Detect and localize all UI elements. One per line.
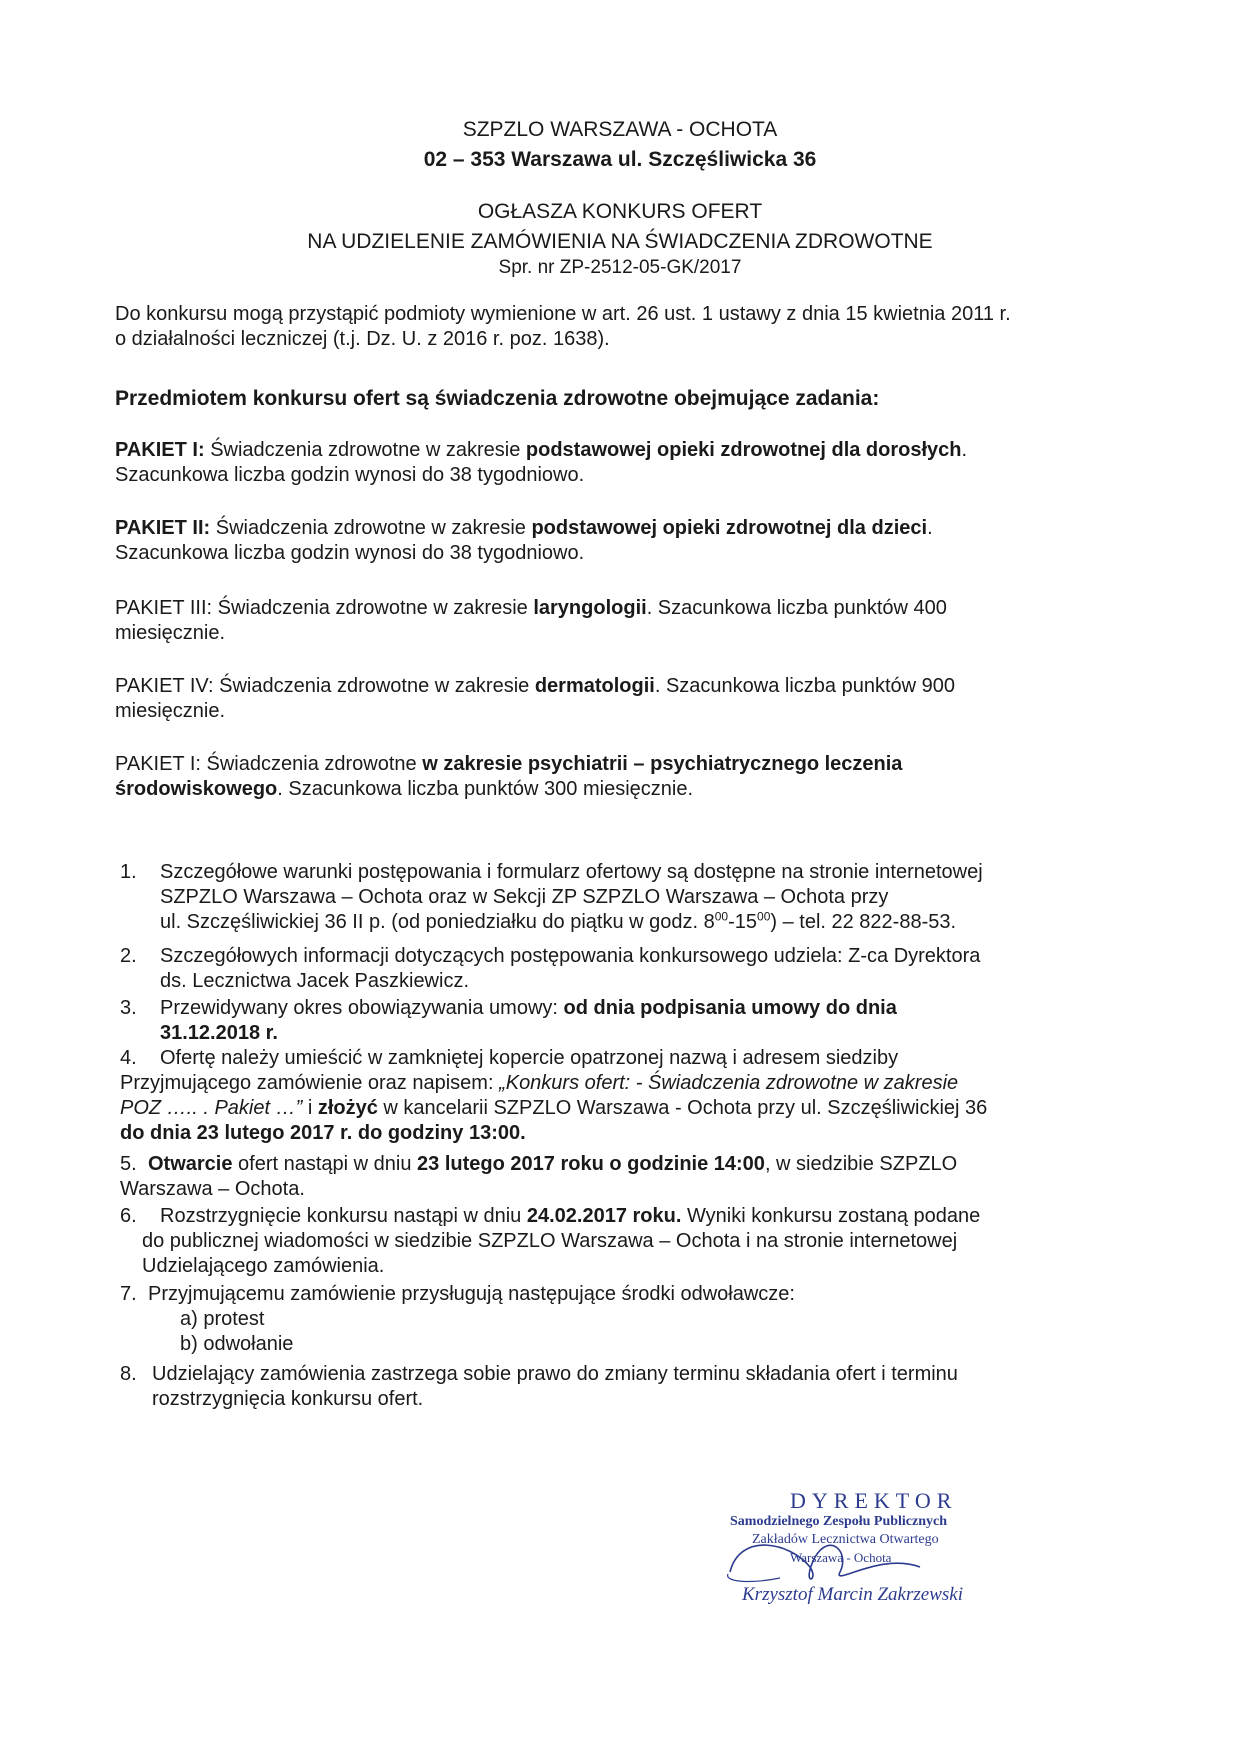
item-3: 3. Przewidywany okres obowiązywania umowy: od dnia podpisania umowy do dnia 31.12.2018 r.	[120, 997, 897, 1044]
item-7: 7. Przyjmującemu zamówienie przysługują następujące środki odwoławcze: a) protest b) odwołanie	[120, 1282, 1120, 1357]
option-a: a) protest	[180, 1308, 265, 1330]
item-1: 1. Szczegółowe warunki postępowania i formularz ofertowy są dostępne na stronie internetowej SZPZLO Warszawa – Ochota oraz w Sekcji ZP SZPZLO Warszawa – Ochota przy ul. Szczęśliwickiej 36 II p. (od poniedziałku do piątku w godz. $8^{00}-15^{00}$) – tel. 22 822-88-53.	[120, 861, 983, 933]
announce-line-1: OGŁASZA KONKURS OFERT	[477, 200, 763, 223]
item-2: 2. Szczegółowych informacji dotyczących postępowania konkursowego udziela: Z-ca Dyrektora ds. Lecznictwa Jacek Paszkiewicz.	[120, 945, 981, 992]
stamp-line-2: Zakładów Lecznictwa Otwartego	[752, 1532, 939, 1547]
stamp-line-3: Warszawa - Ochota	[790, 1550, 892, 1565]
package-5: PAKIET I: Świadczenia zdrowotne w zakresie psychiatrii – psychiatrycznego leczenia środowiskowego. Szacunkowa liczba punktów 300 miesięcznie.	[115, 753, 903, 800]
package-3: PAKIET III: Świadczenia zdrowotne w zakresie laryngologii. Szacunkowa liczba punktów 400 miesięcznie.	[115, 597, 947, 644]
item-6: 6. Rozstrzygnięcie konkursu nastąpi w dniu 24.02.2017 roku. Wyniki konkursu zostaną podane do publicznej wiadomości w siedzibie SZPZLO Warszawa – Ochota i na stronie internetowej Udzielającego zamówienia.	[120, 1205, 981, 1277]
org-name: SZPZLO WARSZAWA - OCHOTA	[462, 118, 778, 141]
package-4: PAKIET IV: Świadczenia zdrowotne w zakresie dermatologii. Szacunkowa liczba punktów 900 miesięcznie.	[115, 675, 956, 722]
org-address: 02 – 353 Warszawa ul. Szczęśliwicka 36	[423, 148, 817, 171]
item-8: 8. Udzielający zamówienia zastrzega sobie prawo do zmiany terminu składania ofert i terminu rozstrzygnięcia konkursu ofert.	[120, 1363, 958, 1410]
stamp-line-1: Samodzielnego Zespołu Publicznych	[730, 1514, 948, 1529]
director-stamp	[720, 1488, 1020, 1618]
subject-heading: Przedmiotem konkursu ofert są świadczenia zdrowotne obejmujące zadania:	[115, 387, 880, 410]
case-number: Spr. nr ZP-2512-05-GK/2017	[498, 257, 742, 278]
package-1: PAKIET I: Świadczenia zdrowotne w zakresie podstawowej opieki zdrowotnej dla dorosłych. Szacunkowa liczba godzin wynosi do 38 tygodniowo.	[115, 439, 968, 486]
signature-mark	[720, 1512, 1020, 1592]
intro-line-1: Do konkursu mogą przystąpić podmioty wymienione w art. 26 ust. 1 ustawy z dnia 15 kwietnia 2011 r.	[115, 303, 1011, 325]
stamp-title: DYREKTOR	[790, 1488, 958, 1513]
intro-line-2: o działalności leczniczej (t.j. Dz. U. z 2016 r. poz. 1638).	[115, 328, 610, 350]
item-4: 4. Ofertę należy umieścić w zamkniętej kopercie opatrzonej nazwą i adresem siedziby Przyjmującego zamówienie oraz napisem: „Konkurs ofert: - Świadczenia zdrowotne w zakresie POZ ….. . Pakiet …” i złożyć w kancelarii SZPZLO Warszawa - Ochota przy ul. Szczęśliwickiej 36 do dnia 23 lutego 2017 r. do godziny 13:00.	[120, 1047, 988, 1144]
package-2: PAKIET II: Świadczenia zdrowotne w zakresie podstawowej opieki zdrowotnej dla dzieci. Szacunkowa liczba godzin wynosi do 38 tygodniowo.	[115, 517, 933, 564]
item-5: 5. Otwarcie ofert nastąpi w dniu 23 lutego 2017 roku o godzinie 14:00, w siedzibie SZPZLO Warszawa – Ochota.	[120, 1153, 958, 1200]
option-b: b) odwołanie	[180, 1333, 294, 1355]
announce-line-2: NA UDZIELENIE ZAMÓWIENIA NA ŚWIADCZENIA ZDROWOTNE	[307, 230, 933, 253]
stamp-signer: Krzysztof Marcin Zakrzewski	[742, 1584, 963, 1605]
